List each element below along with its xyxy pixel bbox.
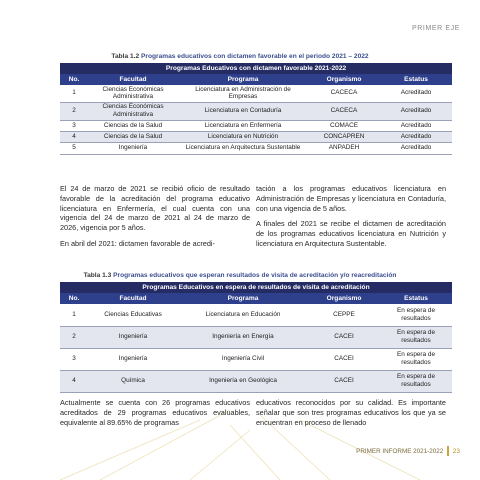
- row-number-cell: 1: [60, 85, 88, 102]
- organism-cell: CACEI: [308, 370, 380, 392]
- paragraph: tación a los programas educativos licenciatura en Administración de Empresas y licenciatura en Contaduría, con una vigencia de 5 años.: [256, 184, 446, 213]
- row-number-cell: 3: [60, 348, 88, 370]
- status-cell: En espera de resultados: [380, 348, 452, 370]
- program-cell: Licenciatura en Educación: [178, 304, 308, 326]
- program-cell: Ingeniería en Geológica: [178, 370, 308, 392]
- faculty-cell: Ciencias Educativas: [88, 304, 178, 326]
- faculty-cell: Ingeniería: [88, 348, 178, 370]
- table-band-title: Programas Educativos en espera de resultados de visita de acreditación: [60, 282, 452, 293]
- status-cell: Acreditado: [380, 85, 452, 102]
- page-footer: [356, 446, 460, 456]
- organism-cell: ANPADEH: [308, 142, 380, 154]
- organism-cell: CACECA: [308, 85, 380, 102]
- program-cell: Ingeniería en Energía: [178, 326, 308, 348]
- table-row: [60, 131, 452, 142]
- accredited-programs-table: [60, 63, 452, 155]
- table-caption: [0, 272, 480, 279]
- column-header: No.: [60, 293, 88, 304]
- closing-column-right: [256, 398, 446, 433]
- table-row: [60, 370, 452, 392]
- table-caption-number: Tabla 1.2: [111, 53, 140, 60]
- closing-column-left: [60, 398, 250, 433]
- organism-cell: CACEI: [308, 348, 380, 370]
- faculty-cell: Ciencias Económicas Administrativa: [88, 102, 178, 120]
- table-caption-number: Tabla 1.3: [83, 272, 112, 279]
- program-cell: Ingeniería Civil: [178, 348, 308, 370]
- organism-cell: COMACE: [308, 120, 380, 131]
- column-header: Programa: [178, 74, 308, 85]
- row-number-cell: 2: [60, 102, 88, 120]
- status-cell: Acreditado: [380, 120, 452, 131]
- column-header: Facultad: [88, 293, 178, 304]
- column-header: No.: [60, 74, 88, 85]
- program-cell: Licenciatura en Enfermería: [178, 120, 308, 131]
- paragraph: A finales del 2021 se recibe el dictamen de acreditación de los programas educativos licenciatura en Nutrición y licenciatura en Arquitectura Sustentable.: [256, 219, 446, 248]
- footer-divider: [447, 446, 449, 456]
- row-number-cell: 1: [60, 304, 88, 326]
- faculty-cell: Ciencias Económicas Administrativa: [88, 85, 178, 102]
- table-caption-text: Programas educativos con dictamen favorable en el periodo 2021 – 2022: [141, 53, 369, 60]
- table-row: [60, 142, 452, 154]
- page-number: 23: [452, 447, 460, 455]
- program-cell: Licenciatura en Contaduría: [178, 102, 308, 120]
- organism-cell: CACEI: [308, 326, 380, 348]
- column-header: Organismo: [308, 293, 380, 304]
- program-cell: Licenciatura en Administración de Empresas: [178, 85, 308, 102]
- table-band-title: Programas Educativos con dictamen favorable 2021-2022: [60, 63, 452, 74]
- status-cell: En espera de resultados: [380, 304, 452, 326]
- report-title: PRIMER INFORME 2021-2022: [356, 447, 444, 455]
- table-row: [60, 85, 452, 102]
- table-row: [60, 304, 452, 326]
- status-cell: Acreditado: [380, 102, 452, 120]
- table-row: [60, 348, 452, 370]
- column-header: Estatus: [380, 74, 452, 85]
- faculty-cell: Química: [88, 370, 178, 392]
- row-number-cell: 3: [60, 120, 88, 131]
- status-cell: Acreditado: [380, 142, 452, 154]
- program-cell: Licenciatura en Nutrición: [178, 131, 308, 142]
- status-cell: En espera de resultados: [380, 326, 452, 348]
- faculty-cell: Ingeniería: [88, 142, 178, 154]
- column-header: Facultad: [88, 74, 178, 85]
- paragraph: El 24 de marzo de 2021 se recibió oficio de resultado favorable de la acreditación del programa educativo licenciatura en Enfermería, el cual cuenta con una vigencia del 24 de marzo de 2021 al 24 de marzo de 2026, vigencia por 5 años.: [60, 184, 250, 233]
- row-number-cell: 2: [60, 326, 88, 348]
- table-caption: [0, 53, 480, 60]
- row-number-cell: 4: [60, 370, 88, 392]
- column-header: Estatus: [380, 293, 452, 304]
- table-row: [60, 102, 452, 120]
- status-cell: Acreditado: [380, 131, 452, 142]
- row-number-cell: 5: [60, 142, 88, 154]
- table-row: [60, 120, 452, 131]
- row-number-cell: 4: [60, 131, 88, 142]
- organism-cell: CONCAPREN: [308, 131, 380, 142]
- organism-cell: CACECA: [308, 102, 380, 120]
- organism-cell: CEPPE: [308, 304, 380, 326]
- program-cell: Licenciatura en Arquitectura Sustentable: [178, 142, 308, 154]
- status-cell: En espera de resultados: [380, 370, 452, 392]
- paragraph: Actualmente se cuenta con 26 programas educativos acreditados de 29 programas educativos evaluables, equivalente al 89.65% de programas: [60, 398, 250, 427]
- column-header: Organismo: [308, 74, 380, 85]
- body-column-right: [256, 184, 446, 255]
- table-row: [60, 326, 452, 348]
- faculty-cell: Ciencias de la Salud: [88, 131, 178, 142]
- paragraph: En abril del 2021: dictamen favorable de acredi-: [60, 238, 215, 248]
- pending-programs-table: [60, 282, 452, 393]
- table-caption-text: Programas educativos que esperan resultados de visita de acreditación y/o reacreditación: [113, 272, 397, 279]
- section-tag: PRIMER EJE: [411, 25, 460, 32]
- paragraph: educativos reconocidos por su calidad. Es importante señalar que son tres programas educativos los que ya se encuentran en proceso de llenado: [256, 398, 446, 427]
- body-column-left: [60, 184, 250, 255]
- column-header: Programa: [178, 293, 308, 304]
- faculty-cell: Ingeniería: [88, 326, 178, 348]
- faculty-cell: Ciencias de la Salud: [88, 120, 178, 131]
